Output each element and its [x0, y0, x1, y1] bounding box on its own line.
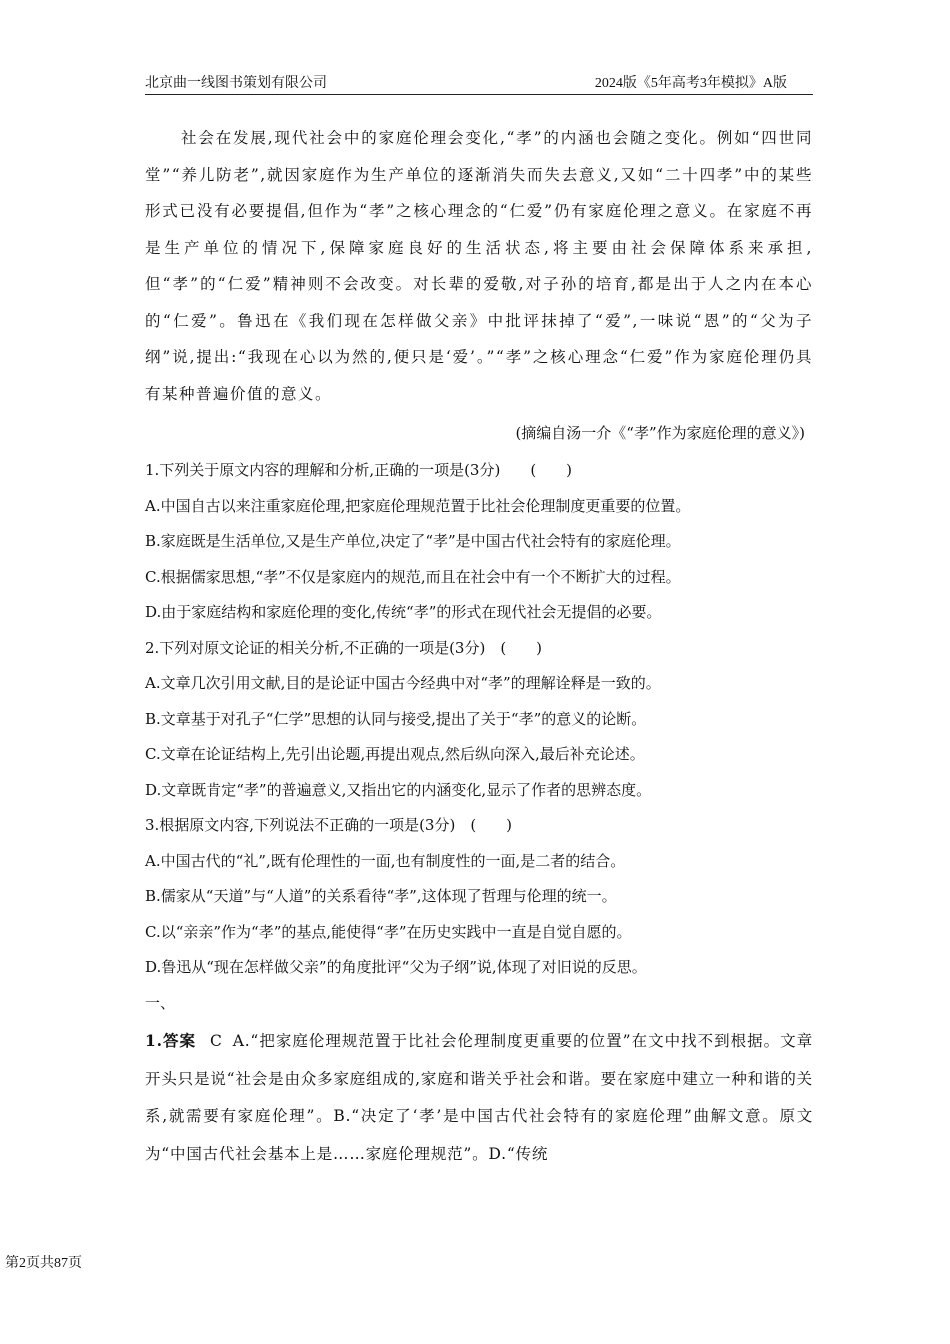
- answer-label: 1.答案: [145, 1031, 197, 1050]
- question-1-option-a: A.中国自古以来注重家庭伦理,把家庭伦理规范置于比社会伦理制度更重要的位置。: [145, 496, 691, 515]
- answer-explanation: [145, 1022, 813, 1173]
- question-1-option-c: C.根据儒家思想,“孝”不仅是家庭内的规范,而且在社会中有一个不断扩大的过程。: [145, 567, 681, 586]
- question-3-option-c: C.以“亲亲”作为“孝”的基点,能使得“孝”在历史实践中一直是自觉自愿的。: [145, 922, 632, 941]
- question-2-option-c: C.文章在论证结构上,先引出论题,再提出观点,然后纵向深入,最后补充论述。: [145, 745, 645, 763]
- page-number: 第2页共87页: [5, 1256, 82, 1271]
- question-1-stem: 1.下列关于原文内容的理解和分析,正确的一项是(3分) ( ): [145, 461, 573, 479]
- passage-source: (摘编自汤一介《“孝”作为家庭伦理的意义》): [515, 424, 805, 442]
- question-1-option-d: D.由于家庭结构和家庭伦理的变化,传统“孝”的形式在现代社会无提倡的必要。: [145, 603, 662, 621]
- question-3-option-b: B.儒家从“天道”与“人道”的关系看待“孝”,这体现了哲理与伦理的统一。: [145, 887, 617, 905]
- section-marker: 一、: [145, 993, 176, 1012]
- page-header: [145, 70, 813, 95]
- answer-text: A.“把家庭伦理规范置于比社会伦理制度更重要的位置”在文中找不到根据。文章开头只是说“社会是由众多家庭组成的,家庭和谐关乎社会和谐。要在家庭中建立一种和谐的关系,就需要有家庭伦理”。B.“决定了‘孝’是中国古代社会特有的家庭伦理”曲解文意。原文为“中国古代社会基本上是……家庭伦理规范”。D.“传统: [145, 1032, 813, 1163]
- question-3-option-d: D.鲁迅从“现在怎样做父亲”的角度批评“父为子纲”说,体现了对旧说的反思。: [145, 958, 647, 976]
- question-2-option-d: D.文章既肯定“孝”的普遍意义,又指出它的内涵变化,显示了作者的思辨态度。: [145, 780, 652, 799]
- book-title: 2024版《5年高考3年模拟》A版: [594, 76, 787, 91]
- answer-choice: C: [210, 1032, 223, 1050]
- question-list: [145, 453, 825, 1021]
- question-2-option-b: B.文章基于对孔子“仁学”思想的认同与接受,提出了关于“孝”的意义的论断。: [145, 709, 647, 728]
- question-1-option-b: B.家庭既是生活单位,又是生产单位,决定了“孝”是中国古代社会特有的家庭伦理。: [145, 532, 681, 550]
- question-2-option-a: A.文章几次引用文献,目的是论证中国古今经典中对“孝”的理解诠释是一致的。: [145, 674, 661, 692]
- question-3-option-a: A.中国古代的“礼”,既有伦理性的一面,也有制度性的一面,是二者的结合。: [145, 851, 626, 870]
- question-2-stem: 2.下列对原文论证的相关分析,不正确的一项是(3分) ( ): [145, 638, 543, 657]
- passage-paragraph: 社会在发展,现代社会中的家庭伦理会变化,“孝”的内涵也会随之变化。例如“四世同堂”“养儿防老”,就因家庭作为生产单位的逐渐消失而失去意义,又如“二十四孝”中的某些形式已没有必要提倡,但作为“孝”之核心理念的“仁爱”仍有家庭伦理之意义。在家庭不再是生产单位的情况下,保障家庭良好的生活状态,将主要由社会保障体系来承担,但“孝”的“仁爱”精神则不会改变。对长辈的爱敬,对子孙的培育,都是出于人之内在本心的“仁爱”。鲁迅在《我们现在怎样做父亲》中批评抹掉了“爱”,一味说“恩”的“父为子纲”说,提出:“我现在心以为然的,便只是‘爱’。”“孝”之核心理念“仁爱”作为家庭伦理仍具有某种普遍价值的意义。: [145, 129, 813, 403]
- question-3-stem: 3.根据原文内容,下列说法不正确的一项是(3分) ( ): [145, 816, 513, 834]
- publisher-name: 北京曲一线图书策划有限公司: [145, 76, 327, 91]
